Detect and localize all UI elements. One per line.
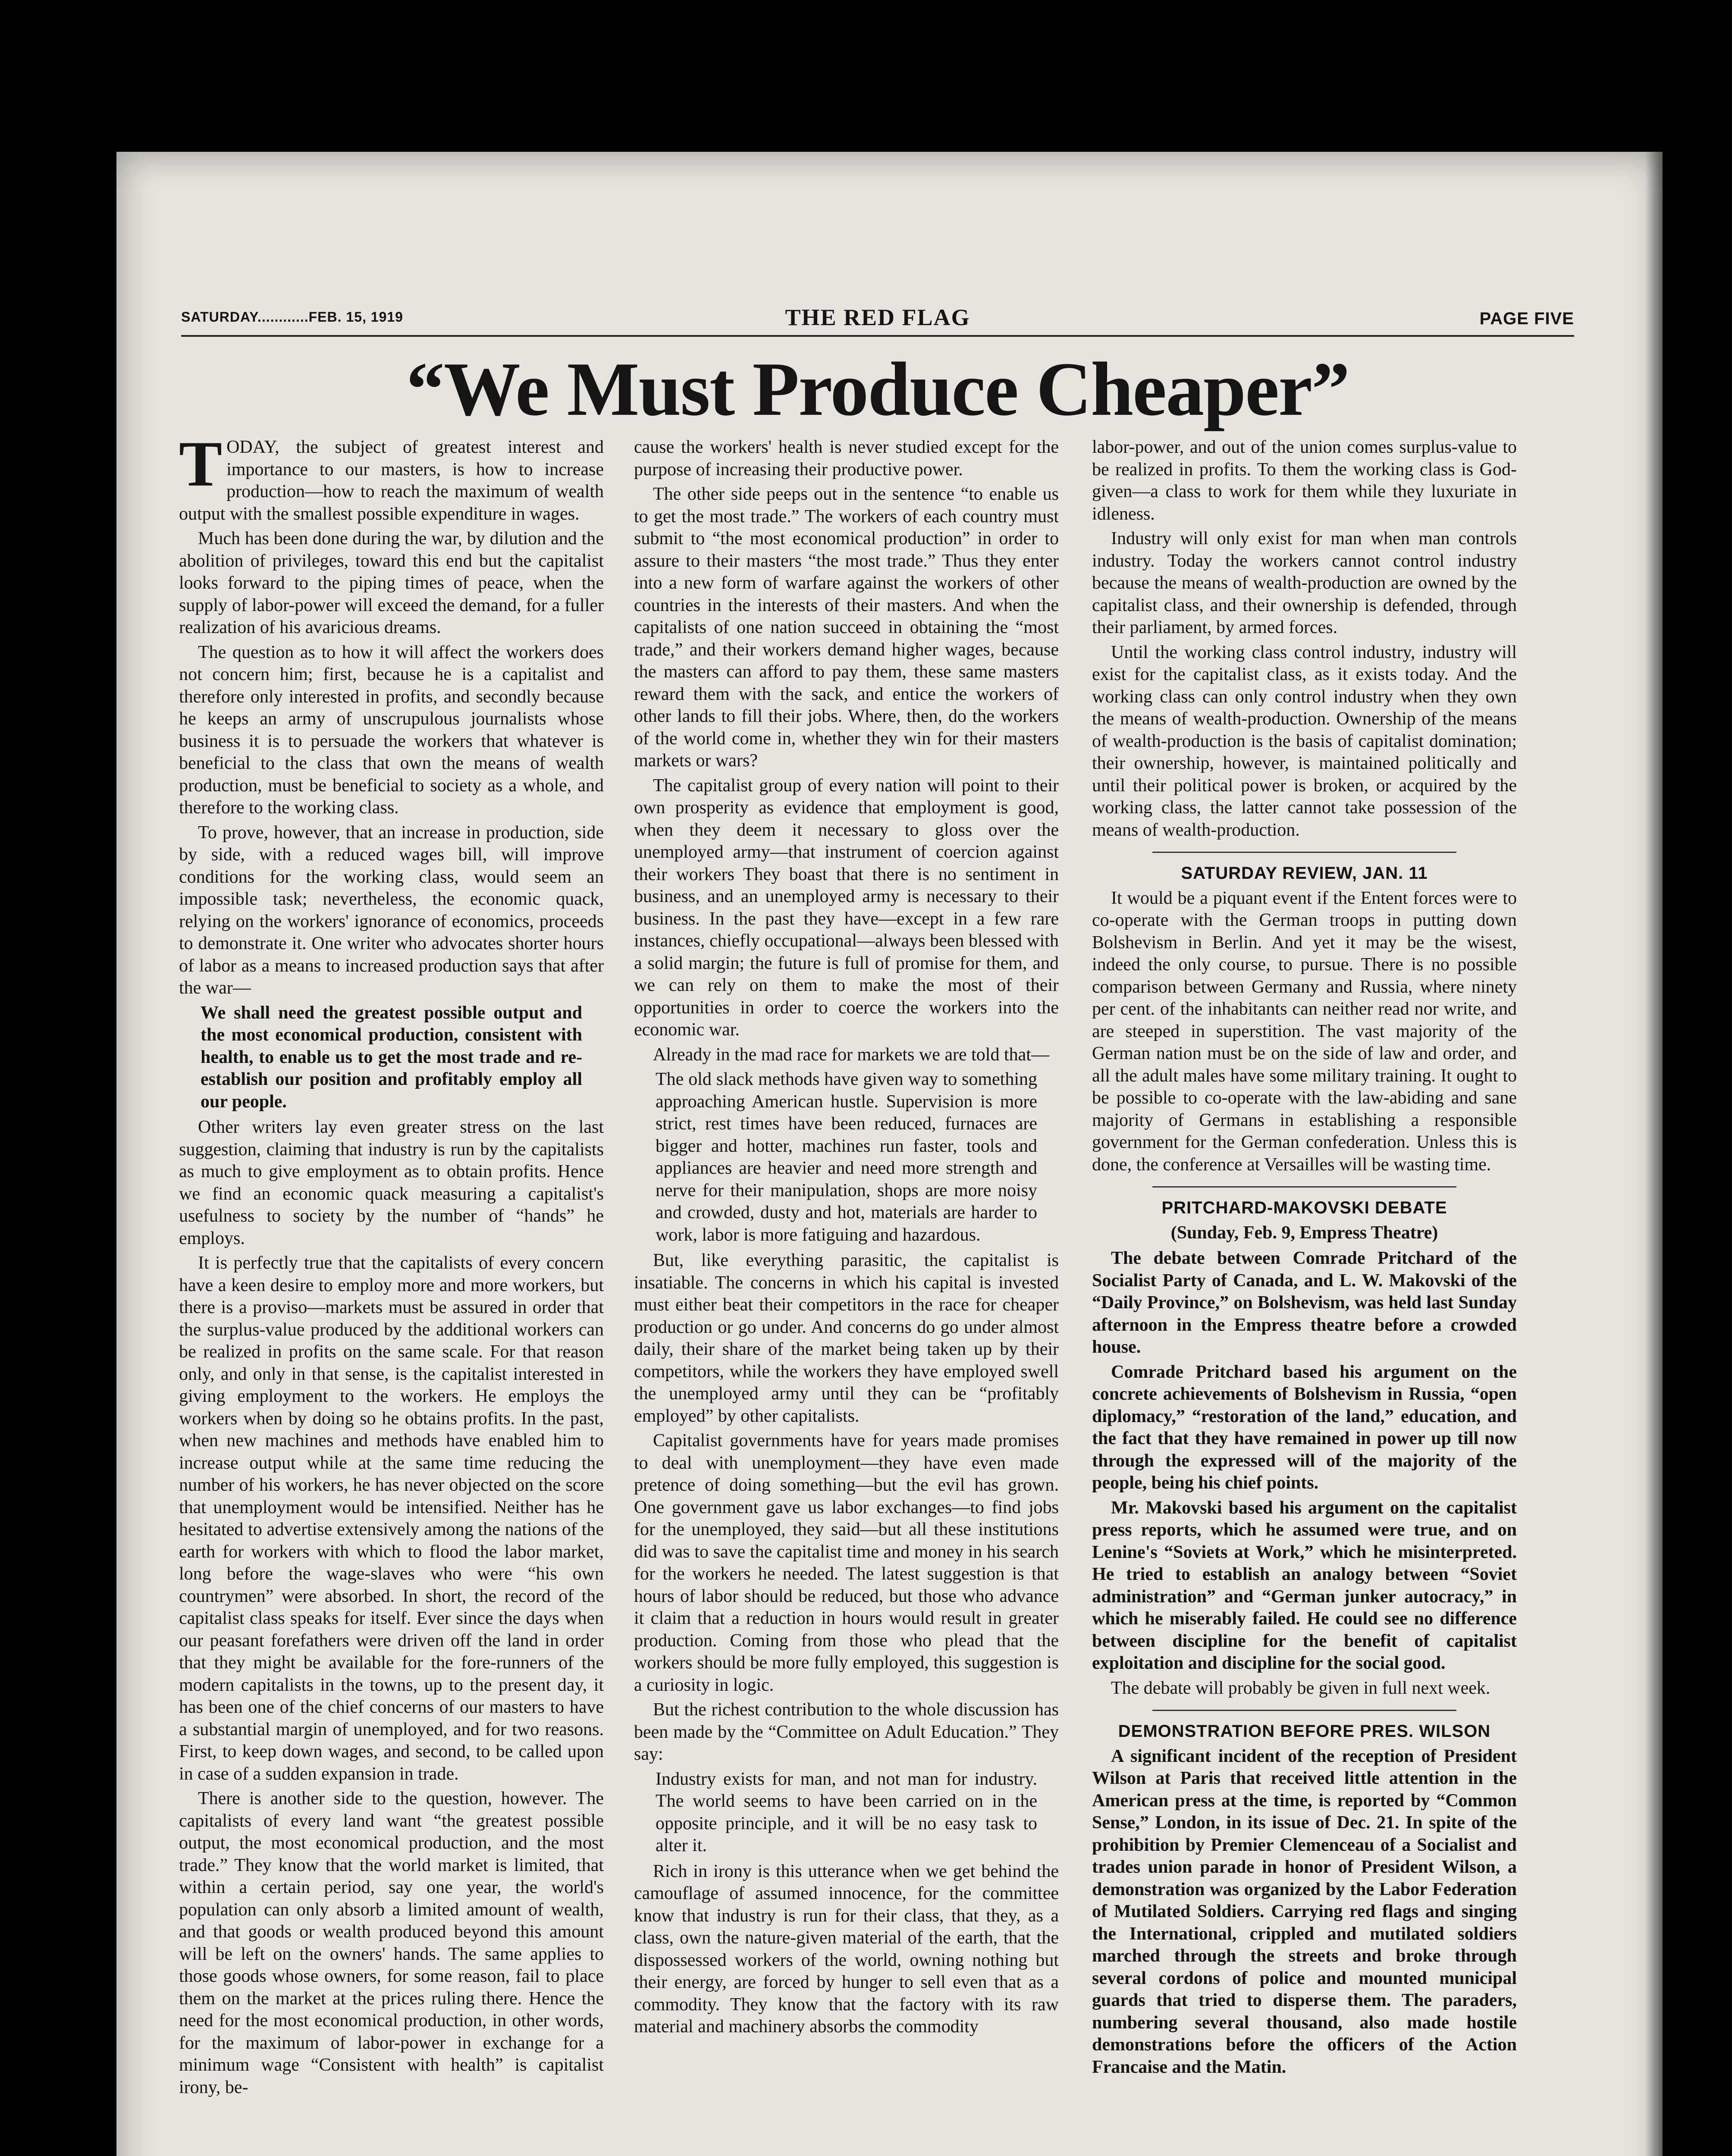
article-title: “We Must Produce Cheaper” <box>406 346 1349 432</box>
page-number: PAGE FIVE <box>1479 309 1574 328</box>
section-heading-review: SATURDAY REVIEW, JAN. 11 <box>1181 864 1428 883</box>
masthead: THE RED FLAG <box>785 304 970 330</box>
paragraph: Mr. Makovski based his argument on the capitalist press reports, which he assumed were true, and on Lenine's “Soviets at Work,” which he misinterpreted. He tried to establish an analogy between “Soviet administration” and “German junker autocracy,” in which he miserably failed. He could see no difference between discipline for the benefit of capitalist exploitation and discipline for the social good. <box>1092 1498 1517 1673</box>
section-rule <box>1152 1710 1456 1711</box>
section-heading-debate: PRITCHARD-MAKOVSKI DEBATE <box>1161 1198 1447 1217</box>
paragraph: The debate will probably be given in full next week. <box>1111 1678 1490 1698</box>
column-3 <box>1092 436 1517 2081</box>
paragraph: The question as to how it will affect the workers does not concern him; first, because he is a capitalist and therefore only interested in profits, and secondly because he keeps an army of unscrupulous journalists whose business it is to persuade the workers that whatever is beneficial to the class that own the means of wealth production, must be beneficial to society as a whole, and therefore to the working class. <box>179 642 604 818</box>
header-rule <box>181 335 1574 337</box>
header-date: SATURDAY............FEB. 15, 1919 <box>181 309 403 325</box>
paragraph: Comrade Pritchard based his argument on the concrete achievements of Bolshevism in Russia, “open diplomacy,” “restoration of the land,” education, and the fact that they have remained in power up till now through the expressed will of the majority of the people, being his chief points. <box>1092 1362 1517 1493</box>
section-rule <box>1152 1186 1456 1188</box>
paragraph-text: ODAY, the subject of greatest interest and importance to our masters, is how to increase production—how to reach the maximum of wealth output with the smallest possible expenditure in wages. <box>179 437 604 524</box>
paragraph: Until the working class control industry, industry will exist for the capitalist class, as it exists today. And the working class can only control industry when they own the means of wealth-production. Ownership of the means of wealth-production is the basis of capitalist domination; their ownership, however, is maintained politically and until their political power is broken, or acquired by the working class, the latter cannot take possession of the means of wealth-production. <box>1092 642 1517 840</box>
paragraph: Other writers lay even greater stress on the last suggestion, claiming that industry is run by the capitalists as much to give employment as to obtain profits. Hence we find an economic quack measuring a capitalist's usefulness to society by the number of “hands” he employs. <box>179 1117 604 1248</box>
paragraph: It is perfectly true that the capitalists of every concern have a keen desire to employ more and more workers, but there is a proviso—markets must be assured in order that the surplus-value produced by the additional workers can be realized in profits on the same scale. For that reason only, and only in that sense, is the capitalist interested in giving employment to the workers. He employs the workers when by doing so he obtains profits. In the past, when new machines and methods have enabled him to increase output while at the same time reducing the number of his workers, he has never objected on the score that unemployment would be intensified. Neither has he hesitated to advertise extensively among the nations of the earth for workers with which to flood the labor market, long before the wage-slaves who were “his own countrymen” were absorbed. In short, the record of the capitalist class speaks for itself. Ever since the days when our peasant forefathers were driven off the land in order that they might be available for the fore-runners of the modern capitalists in the towns, up to the present day, it has been one of the chief concerns of our masters to have a substantial margin of unemployed, and for two reasons. First, to keep down wages, and second, to be called upon in case of a sudden expansion in trade. <box>179 1253 604 1784</box>
paragraph: A significant incident of the reception of President Wilson at Paris that received little attention in the American press at the time, is reported by “Common Sense,” London, in its issue of Dec. 21. In spite of the prohibition by Premier Clemenceau of a Socialist and trades union parade in honor of President Wilson, a demonstration was organized by the Labor Federation of Mutilated Soldiers. Carrying red flags and singing the International, crippled and mutilated soldiers marched through the streets and broke through several cordons of police and mounted municipal guards that tried to disperse them. The paraders, numbering several thousand, also made hostile demonstrations before the officers of the Action Francaise and the Matin. <box>1092 1746 1517 2077</box>
block-quote: We shall need the greatest possible output and the most economical production, consistent with health, to enable us to get the most trade and re-establish our position and profitably employ all our people. <box>201 1003 582 1112</box>
paragraph: Already in the mad race for markets we are told that— <box>653 1044 1049 1065</box>
paragraph: Much has been done during the war, by dilution and the abolition of privileges, toward this end but the capitalist looks forward to the piping times of peace, when the supply of labor-power will exceed the demand, for a fuller realization of his avaricious dreams. <box>179 529 604 637</box>
drop-cap: T <box>179 428 223 500</box>
section-subheading-debate: (Sunday, Feb. 9, Empress Theatre) <box>1170 1222 1438 1243</box>
paragraph: labor-power, and out of the union comes surplus-value to be realized in profits. To them the working class is God-given—a class to work for them while they luxuriate in idleness. <box>1092 437 1517 524</box>
paragraph: cause the workers' health is never studied except for the purpose of increasing their productive power. <box>634 437 1059 479</box>
paragraph: But the richest contribution to the whole discussion has been made by the “Committee on Adult Education.” They say: <box>634 1700 1059 1764</box>
column-2 <box>634 436 1059 2041</box>
paragraph: Industry will only exist for man when man controls industry. Today the workers cannot control industry because the means of wealth-production are owned by the capitalist class, and their ownership is defended, through their parliament, by armed forces. <box>1092 529 1517 637</box>
paragraph: To prove, however, that an increase in production, side by side, with a reduced wages bill, will improve conditions for the working class, would seem an impossible task; nevertheless, the economic quack, relying on the workers' ignorance of economics, proceeds to demonstrate it. One writer who advocates shorter hours of labor as a means to increased production says that after the war— <box>179 822 604 998</box>
paragraph: The other side peeps out in the sentence “to enable us to get the most trade.” The workers of each country must submit to “the most economical production” in order to assure to their masters “the most trade.” Thus they enter into a new form of warfare against the workers of other countries in the interests of their masters. And when the capitalists of one nation succeed in obtaining the “most trade,” and their workers demand higher wages, because the masters can afford to pay them, these same masters reward them with the sack, and entice the workers of other lands to fill their jobs. Where, then, do the workers of the world come in, whether they win for their masters markets or wars? <box>634 484 1059 771</box>
paragraph: The capitalist group of every nation will point to their own prosperity as evidence that employment is good, when they deem it necessary to gloss over the unemployed army—that instrument of coercion against their workers They boast that there is no sentiment in business, and an unemployed army is necessary to their business. In the past they have—except in a few rare instances, chiefly occupational—always been blessed with a solid margin; the future is full of promise for them, and we can rely on them to make the most of their opportunities in order to coerce the workers into the economic war. <box>634 775 1059 1040</box>
section-heading-demonstration: DEMONSTRATION BEFORE PRES. WILSON <box>1118 1722 1491 1741</box>
paragraph: It would be a piquant event if the Entent forces were to co-operate with the German troops in putting down Bolshevism in Berlin. And yet it may be the wisest, indeed the only course, to pursue. There is no possible comparison between Germany and Russia, where ninety per cent. of the inhabitants can neither read nor write, and are steeped in superstition. The vast majority of the German nation must be on the side of law and order, and all the adult males have some military training. It ought to be possible to co-operate with the law-abiding and sane majority of Germans in establishing a responsible government for the German confederation. Unless this is done, the conference at Versailles will be wasting time. <box>1092 888 1517 1175</box>
block-quote: The old slack methods have given way to something approaching American hustle. Supervision is more strict, rest times have been reduced, furnaces are bigger and hotter, machines run faster, tools and appliances are heavier and need more strength and nerve for their manipulation, shops are more noisy and crowded, dusty and hot, materials are harder to work, labor is more fatiguing and hazardous. <box>656 1069 1037 1245</box>
paragraph: Capitalist governments have for years made promises to deal with unemployment—they have even made pretence of doing something—but the evil has grown. One government gave us labor exchanges—to find jobs for the unemployed, they said—but all these institutions did was to save the capitalist time and money in his search for the workers he needed. The latest suggestion is that hours of labor should be reduced, but those who advance it claim that a reduction in hours would result in greater production. Coming from those who plead that the workers should be more fully employed, this suggestion is a curiosity in logic. <box>634 1431 1059 1695</box>
page-header <box>181 301 1574 335</box>
block-quote: Industry exists for man, and not man for industry. The world seems to have been carried on in the opposite principle, and it will be no easy task to alter it. <box>656 1769 1037 1855</box>
paragraph: But, like everything parasitic, the capitalist is insatiable. The concerns in which his capital is invested must either beat their competitors in the race for cheaper production or go under. And concerns do go under almost daily, their share of the market being taken up by their competitors, while the workers they have employed swell the unemployed army until they can be “profitably employed” by other capitalists. <box>634 1250 1059 1426</box>
paragraph <box>179 428 604 525</box>
paragraph: The debate between Comrade Pritchard of the Socialist Party of Canada, and L. W. Makovski of the “Daily Province,” on Bolshevism, was held last Sunday afternoon in the Empress theatre before a crowded house. <box>1092 1248 1517 1357</box>
column-1 <box>179 428 604 2101</box>
paragraph: Rich in irony is this utterance when we get behind the camouflage of assumed innocence, for the committee know that industry is run for their class, that they, as a class, own the nature-given material of the earth, that the dispossessed workers of the world, owning nothing but their energy, are forced by hunger to sell even that as a commodity. They know that the factory with its raw material and machinery absorbs the commodity <box>634 1861 1059 2037</box>
paragraph: There is another side to the question, however. The capitalists of every land want “the greatest possible output, the most economical production, and the most trade.” They know that the world market is limited, that within a certain period, say one year, the world's population can only absorb a limited amount of wealth, and that goods or wealth produced beyond this amount will be left on the owners' hands. The same applies to those goods whose owners, for some reason, fail to place them on the market at the prices ruling there. Hence the need for the most economical production, in other words, for the maximum of labor-power in exchange for a minimum wage “Consistent with health” is capitalist irony, be- <box>179 1789 604 2097</box>
newspaper-page <box>116 152 1663 2156</box>
section-rule <box>1152 852 1456 853</box>
